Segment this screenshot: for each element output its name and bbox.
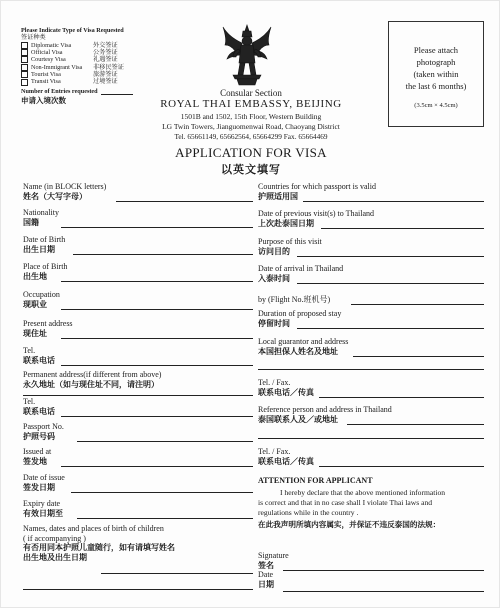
- checkbox[interactable]: [21, 79, 28, 86]
- visa-type-heading: Please Indicate Type of Visa Requested: [21, 27, 124, 34]
- passport-no-input-line[interactable]: [77, 441, 253, 442]
- date-input-line[interactable]: [283, 591, 484, 592]
- occupation-input-line[interactable]: [61, 309, 253, 310]
- visa-option-label-zh: 非移民签证: [93, 63, 124, 71]
- declaration-line-zh: 在此我声明所填内容属实，并保证不违反泰国的法规：: [258, 520, 441, 529]
- page-title: APPLICATION FOR VISA: [175, 145, 327, 160]
- field-label: Reference person and address in Thailand: [258, 405, 392, 414]
- field-label: Tel. / Fax.: [258, 447, 291, 456]
- reference-input-line-2[interactable]: [258, 438, 484, 439]
- photo-dimensions: (3.5cm × 4.5cm): [414, 102, 458, 109]
- field-label-zh: 访问目的: [258, 246, 290, 256]
- visa-option-label-zh: 外交签证: [93, 41, 118, 49]
- field-label: Date of arrival in Thailand: [258, 264, 344, 273]
- visa-option-label: Diplomatic Visa: [31, 41, 72, 49]
- arrival-input-line[interactable]: [297, 283, 484, 284]
- field-label-zh: 联系电话／传真: [258, 456, 314, 466]
- field-label: Occupation: [23, 290, 60, 299]
- field-name: [23, 182, 253, 202]
- visa-option-official[interactable]: [21, 49, 141, 56]
- guarantor-input-line-1[interactable]: [353, 356, 484, 357]
- duration-input-line[interactable]: [297, 328, 484, 329]
- field-label: Passport No.: [23, 422, 64, 431]
- entries-row: [21, 88, 141, 95]
- address-line-1: 1501B and 1502, 15th Floor, Western Building: [180, 112, 322, 121]
- field-label-zh: 国籍: [23, 217, 39, 227]
- visa-option-non-immigrant[interactable]: [21, 64, 141, 71]
- field-label-zh: 出生地及出生日期: [23, 553, 87, 562]
- children-input-line-2[interactable]: [23, 589, 253, 590]
- visa-option-label-zh: 旅游签证: [93, 71, 118, 79]
- field-label-zh: 现住址: [23, 328, 47, 338]
- field-label-zh: 有否用同本护照儿童随行，如有请填写姓名: [23, 543, 175, 552]
- field-label-zh: 签发地: [23, 456, 47, 466]
- entries-label-zh: 申请入境次数: [21, 95, 66, 105]
- field-label: Duration of proposed stay: [258, 309, 342, 318]
- field-present-address: [23, 319, 253, 339]
- nationality-input-line[interactable]: [61, 227, 253, 228]
- field-label: Tel.: [23, 397, 36, 406]
- checkbox[interactable]: [21, 42, 28, 49]
- visa-type-heading-zh: 签证种类: [21, 34, 46, 42]
- field-label: ( if accompanying ): [23, 533, 86, 543]
- field-label-zh: 联系电话: [23, 355, 55, 365]
- checkbox[interactable]: [21, 49, 28, 56]
- countries-input-line[interactable]: [303, 201, 484, 202]
- attention-title: ATTENTION FOR APPLICANT: [258, 476, 373, 485]
- visa-option-label-zh: 公务签证: [93, 48, 118, 56]
- field-label: by (Flight No.班机号): [258, 295, 331, 304]
- visa-option-diplomatic[interactable]: [21, 41, 141, 48]
- field-label-zh: 护照号码: [23, 431, 55, 441]
- field-label-zh: 泰国联系人及／或地址: [258, 414, 338, 424]
- field-label: Date of issue: [23, 473, 65, 482]
- signature-label: Signature: [258, 551, 289, 560]
- signature-input-line[interactable]: [283, 570, 484, 571]
- field-label: Issued at: [23, 447, 52, 456]
- field-nationality: [23, 208, 253, 228]
- field-label: Place of Birth: [23, 262, 68, 271]
- consular-section: Consular Section: [220, 88, 282, 98]
- field-label: Local guarantor and address: [258, 337, 349, 346]
- field-label-zh: 现职业: [23, 299, 47, 309]
- permanent-address-input-line[interactable]: [23, 395, 253, 396]
- tel-2-input-line[interactable]: [61, 416, 253, 417]
- attention-section: [258, 476, 484, 530]
- date-label-zh: 日期: [258, 579, 274, 589]
- visa-option-label: Non-Immigrant Visa: [31, 63, 83, 71]
- field-label-zh: 出生日期: [23, 244, 55, 254]
- reference-input-line-1[interactable]: [347, 424, 484, 425]
- field-expiry-date: [23, 499, 253, 519]
- field-issued-at: [23, 447, 253, 467]
- field-reference-person: [258, 405, 484, 425]
- field-label-zh: 上次赴泰国日期: [258, 218, 314, 228]
- dob-input-line[interactable]: [73, 254, 253, 255]
- field-guarantor-tel: [258, 378, 484, 398]
- present-address-input-line[interactable]: [61, 338, 253, 339]
- field-label: Tel.: [23, 346, 36, 355]
- garuda-emblem-icon: [221, 23, 273, 89]
- visa-type-section: [21, 27, 141, 104]
- visa-option-label: Transit Visa: [31, 78, 61, 86]
- field-label: Countries for which passport is valid: [258, 182, 376, 191]
- field-label: Tel. / Fax.: [258, 378, 291, 387]
- field-occupation: [23, 290, 253, 310]
- checkbox[interactable]: [21, 71, 28, 78]
- field-reference-tel: [258, 447, 484, 467]
- field-label-zh: 入泰时间: [258, 273, 290, 283]
- visa-option-label: Official Visa: [31, 48, 63, 56]
- signature-label-zh: 签名: [258, 560, 274, 570]
- photo-instruction-line: the last 6 months): [405, 81, 467, 91]
- photo-box[interactable]: [388, 21, 484, 127]
- address-line-2: LG Twin Towers, Jianguomenwai Road, Chaoyang District: [162, 122, 340, 131]
- guarantor-input-line-2[interactable]: [258, 369, 484, 370]
- field-local-guarantor: [258, 337, 484, 357]
- field-date-of-issue: [23, 473, 253, 493]
- visa-option-label-zh: 礼遇签证: [93, 56, 118, 64]
- field-label-zh: 本国担保人姓名及地址: [258, 346, 338, 356]
- field-permanent-address: [23, 370, 253, 390]
- field-children: [23, 524, 263, 563]
- checkbox[interactable]: [21, 64, 28, 71]
- page-subtitle: 以英文填写: [221, 164, 281, 176]
- declaration-line: regulations while in the country .: [258, 508, 359, 517]
- date-of-issue-input-line[interactable]: [71, 492, 253, 493]
- contact-numbers: Tel. 65661149, 65662564, 65664299 Fax. 65664469: [174, 132, 328, 141]
- visa-option-tourist[interactable]: [21, 71, 141, 78]
- field-label-zh: 出生地: [23, 271, 47, 281]
- photo-instruction-line: Please attach: [413, 45, 459, 55]
- declaration-line: is correct and that in no case shall I violate Thai laws and: [258, 498, 433, 507]
- field-tel: [23, 346, 253, 366]
- entries-label: Number of Entries requested: [21, 87, 98, 95]
- field-date-of-arrival: [258, 264, 484, 284]
- field-label-zh: 护照适用国: [258, 191, 298, 201]
- field-place-of-birth: [23, 262, 253, 282]
- field-label: Permanent address(if different from above): [23, 370, 162, 379]
- reference-tel-input-line[interactable]: [319, 466, 484, 467]
- field-label: Present address: [23, 319, 73, 328]
- field-label: Names, dates and places of birth of children: [23, 524, 164, 533]
- field-label: Expiry date: [23, 499, 61, 508]
- field-passport-no: [23, 422, 253, 442]
- field-label-zh: 永久地址（如与现住址不同，请注明）: [23, 379, 159, 389]
- field-label: Name (in BLOCK letters): [23, 182, 107, 191]
- field-label: Date of previous visit(s) to Thailand: [258, 209, 375, 218]
- photo-instruction-line: photograph: [416, 57, 456, 67]
- field-date-of-birth: [23, 235, 253, 255]
- field-tel-2: [23, 397, 253, 417]
- embassy-name: ROYAL THAI EMBASSY, BEIJING: [160, 98, 342, 110]
- visa-option-label-zh: 过境签证: [93, 78, 118, 86]
- field-label: Purpose of this visit: [258, 237, 322, 246]
- field-previous-visit: [258, 209, 484, 229]
- visa-option-label: Tourist Visa: [31, 71, 61, 79]
- field-label: Nationality: [23, 208, 59, 217]
- flight-no-input-line[interactable]: [351, 304, 484, 305]
- visa-option-transit[interactable]: [21, 78, 141, 85]
- children-input-line-1[interactable]: [101, 573, 253, 574]
- field-label-zh: 姓名（大写字母）: [23, 191, 87, 201]
- declaration-line: I hereby declare that the above mentioned information: [280, 488, 446, 497]
- visa-option-label: Courtesy Visa: [31, 56, 66, 64]
- field-duration: [258, 309, 484, 329]
- field-purpose: [258, 237, 484, 257]
- checkbox[interactable]: [21, 56, 28, 63]
- photo-instruction-line: (taken within: [413, 69, 459, 79]
- field-countries-valid: [258, 182, 484, 202]
- entries-field[interactable]: [101, 94, 133, 95]
- field-label-zh: 停留时间: [258, 318, 290, 328]
- field-label-zh: 有效日期至: [23, 508, 63, 518]
- previous-visit-input-line[interactable]: [321, 228, 484, 229]
- field-label: Date of Birth: [23, 235, 66, 244]
- field-label-zh: 签发日期: [23, 482, 55, 492]
- name-input-line[interactable]: [116, 201, 253, 202]
- tel-input-line[interactable]: [61, 365, 253, 366]
- expiry-date-input-line[interactable]: [77, 518, 253, 519]
- field-label-zh: 联系电话: [23, 406, 55, 416]
- date-label: Date: [258, 570, 274, 579]
- guarantor-tel-input-line[interactable]: [319, 397, 484, 398]
- pob-input-line[interactable]: [61, 281, 253, 282]
- issued-at-input-line[interactable]: [61, 466, 253, 467]
- purpose-input-line[interactable]: [297, 256, 484, 257]
- field-label-zh: 联系电话／传真: [258, 387, 314, 397]
- visa-option-courtesy[interactable]: [21, 56, 141, 63]
